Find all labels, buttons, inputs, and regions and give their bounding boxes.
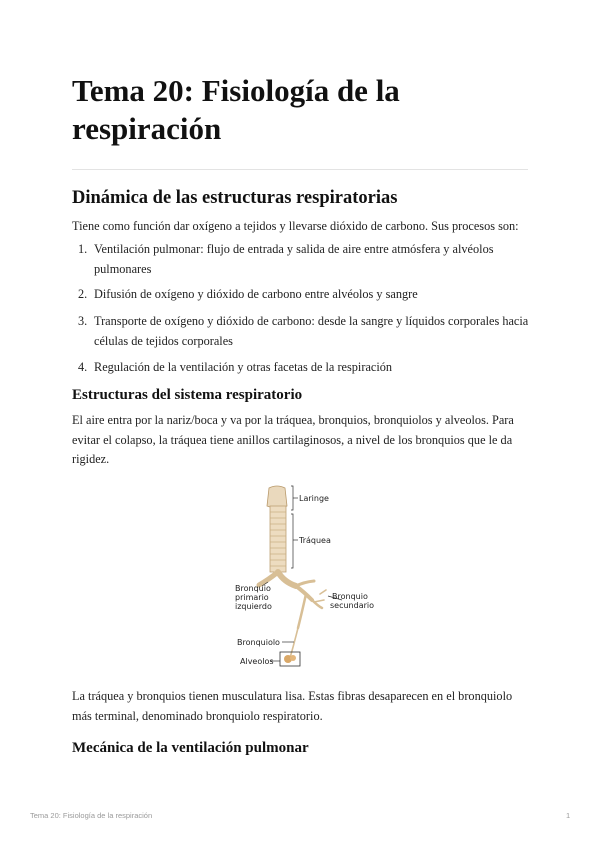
label-laringe: Laringe <box>299 494 329 503</box>
list-item-text: Ventilación pulmonar: flujo de entrada y salida de aire entre atmósfera y alvéolos pulmonares <box>94 242 494 276</box>
list-item-number: 3. <box>78 314 88 328</box>
label-bronquio-secundario-2: secundario <box>330 601 375 610</box>
list-item <box>72 285 532 301</box>
list-item-text: Difusión de oxígeno y dióxido de carbono entre alvéolos y sangre <box>94 287 418 301</box>
footer-page-number: 1 <box>566 811 571 820</box>
process-list <box>72 240 532 374</box>
list-item <box>72 240 532 276</box>
list-item-number: 1. <box>78 242 88 256</box>
footer-title: Tema 20: Fisiología de la respiración <box>30 811 153 820</box>
label-bronquio-primario-3: izquierdo <box>235 602 272 611</box>
list-item-number: 2. <box>78 287 88 301</box>
list-item-number: 4. <box>78 360 88 374</box>
label-bronquio-secundario-1: Bronquio <box>332 592 368 601</box>
label-bronquio-primario-2: primario <box>235 593 269 602</box>
musculature-paragraph: La tráquea y bronquios tienen musculatura lisa. Estas fibras desaparecen en el bronquiolo más terminal, denominado bronquiolo respiratorio. <box>72 689 513 723</box>
label-bronquio-primario-1: Bronquio <box>235 584 271 593</box>
list-item <box>72 312 532 348</box>
list-item-text: Transporte de oxígeno y dióxido de carbono: desde la sangre y líquidos corporales hacia células de tejidos corporales <box>94 314 529 348</box>
structures-paragraph: El aire entra por la nariz/boca y va por la tráquea, bronquios, bronquiolos y alveolos. Para evitar el colapso, la tráquea tiene anillos cartilaginosos, a nivel de los bronquios que le da rigidez. <box>72 413 514 466</box>
title-divider <box>72 169 528 170</box>
section-heading-dinamica: Dinámica de las estructuras respiratorias <box>72 188 398 208</box>
list-item <box>72 358 532 374</box>
label-traquea: Tráquea <box>299 536 331 545</box>
larynx-shape <box>267 486 287 508</box>
section-intro-paragraph: Tiene como función dar oxígeno a tejidos y llevarse dióxido de carbono. Sus procesos son: <box>72 219 519 233</box>
respiratory-tree-figure <box>232 482 382 672</box>
list-item-text: Regulación de la ventilación y otras facetas de la respiración <box>94 360 393 374</box>
label-bronquiolo: Bronquiolo <box>237 638 280 647</box>
page-title: Tema 20: Fisiología de la respiración <box>72 73 400 146</box>
label-alveolos: Alveolos <box>240 657 274 666</box>
section-heading-estructuras: Estructuras del sistema respiratorio <box>72 387 303 403</box>
trachea-shape <box>270 506 286 572</box>
section-heading-mecanica: Mecánica de la ventilación pulmonar <box>72 740 309 756</box>
